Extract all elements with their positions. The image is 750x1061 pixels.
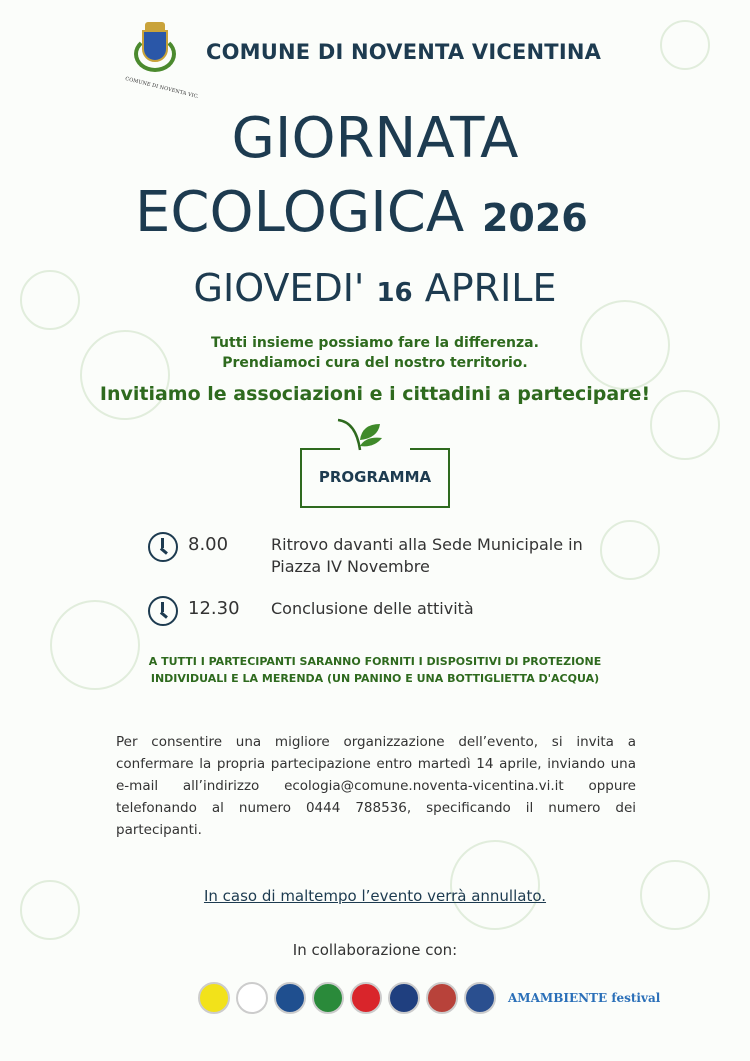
title-ecologica: ECOLOGICA (135, 180, 465, 245)
event-date (0, 266, 750, 310)
programme-time: 12.30 (188, 598, 240, 619)
date-day: GIOVEDI' (193, 266, 365, 310)
registration-info: Per consentire una migliore organizzazione dell’evento, si invita a confermare la propria partecipazione entro martedì 14 aprile, inviando una e-mail all’indirizzo ecologia@comune.noventa-vicentina.vi.it oppure telefonando al numero 0444 788536, specificando il numero dei partecipanti. (116, 734, 636, 838)
bad-weather-notice: In caso di maltempo l’evento verrà annullato. (203, 887, 547, 905)
notice-line2: INDIVIDUALI E LA MERENDA (UN PANINO E UNA BOTTIGLIETTA D'ACQUA) (150, 672, 600, 685)
partner-logo (198, 982, 230, 1014)
invitation-text: Invitiamo le associazioni e i cittadini a partecipare! (99, 383, 651, 405)
programme-item (148, 598, 601, 626)
date-number: 16 (376, 278, 413, 308)
notice-line1: A TUTTI I PARTECIPANTI SARANNO FORNITI I DISPOSITIVI DI PROTEZIONE (148, 655, 602, 668)
partner-logo (236, 982, 268, 1014)
municipal-crest-logo (124, 22, 200, 101)
partner-logo (312, 982, 344, 1014)
slogan-line1: Tutti insieme possiamo fare la differenza. (211, 335, 539, 351)
slogan-line2: Prendiamoci cura del nostro territorio. (222, 355, 528, 371)
programme-time: 8.00 (188, 534, 229, 555)
programme-description: Ritrovo davanti alla Sede Municipale in Piazza IV Novembre (271, 535, 583, 576)
programme-description: Conclusione delle attività (271, 599, 474, 618)
programme-item (148, 534, 601, 578)
slogan (0, 333, 750, 373)
municipality-name: COMUNE DI NOVENTA VICENTINA (206, 40, 602, 64)
partner-logo (464, 982, 496, 1014)
title-line2 (135, 182, 588, 249)
crest-caption: COMUNE DI NOVENTA VIC. (124, 76, 200, 101)
collaboration-label: In collaborazione con: (292, 941, 458, 959)
partner-logo (274, 982, 306, 1014)
partner-logo (388, 982, 420, 1014)
participant-notice (0, 653, 750, 687)
partner-logo (350, 982, 382, 1014)
date-month: APRILE (424, 266, 557, 310)
clock-icon (148, 596, 178, 626)
partner-logo (426, 982, 458, 1014)
amambiente-logo: AMAMBIENTE festival (508, 991, 661, 1005)
programme-heading: PROGRAMMA (300, 448, 450, 508)
title-year: 2026 (481, 196, 588, 240)
partner-logos (198, 982, 660, 1014)
header (124, 22, 602, 101)
title-line1: GIORNATA (231, 106, 519, 171)
clock-icon (148, 532, 178, 562)
